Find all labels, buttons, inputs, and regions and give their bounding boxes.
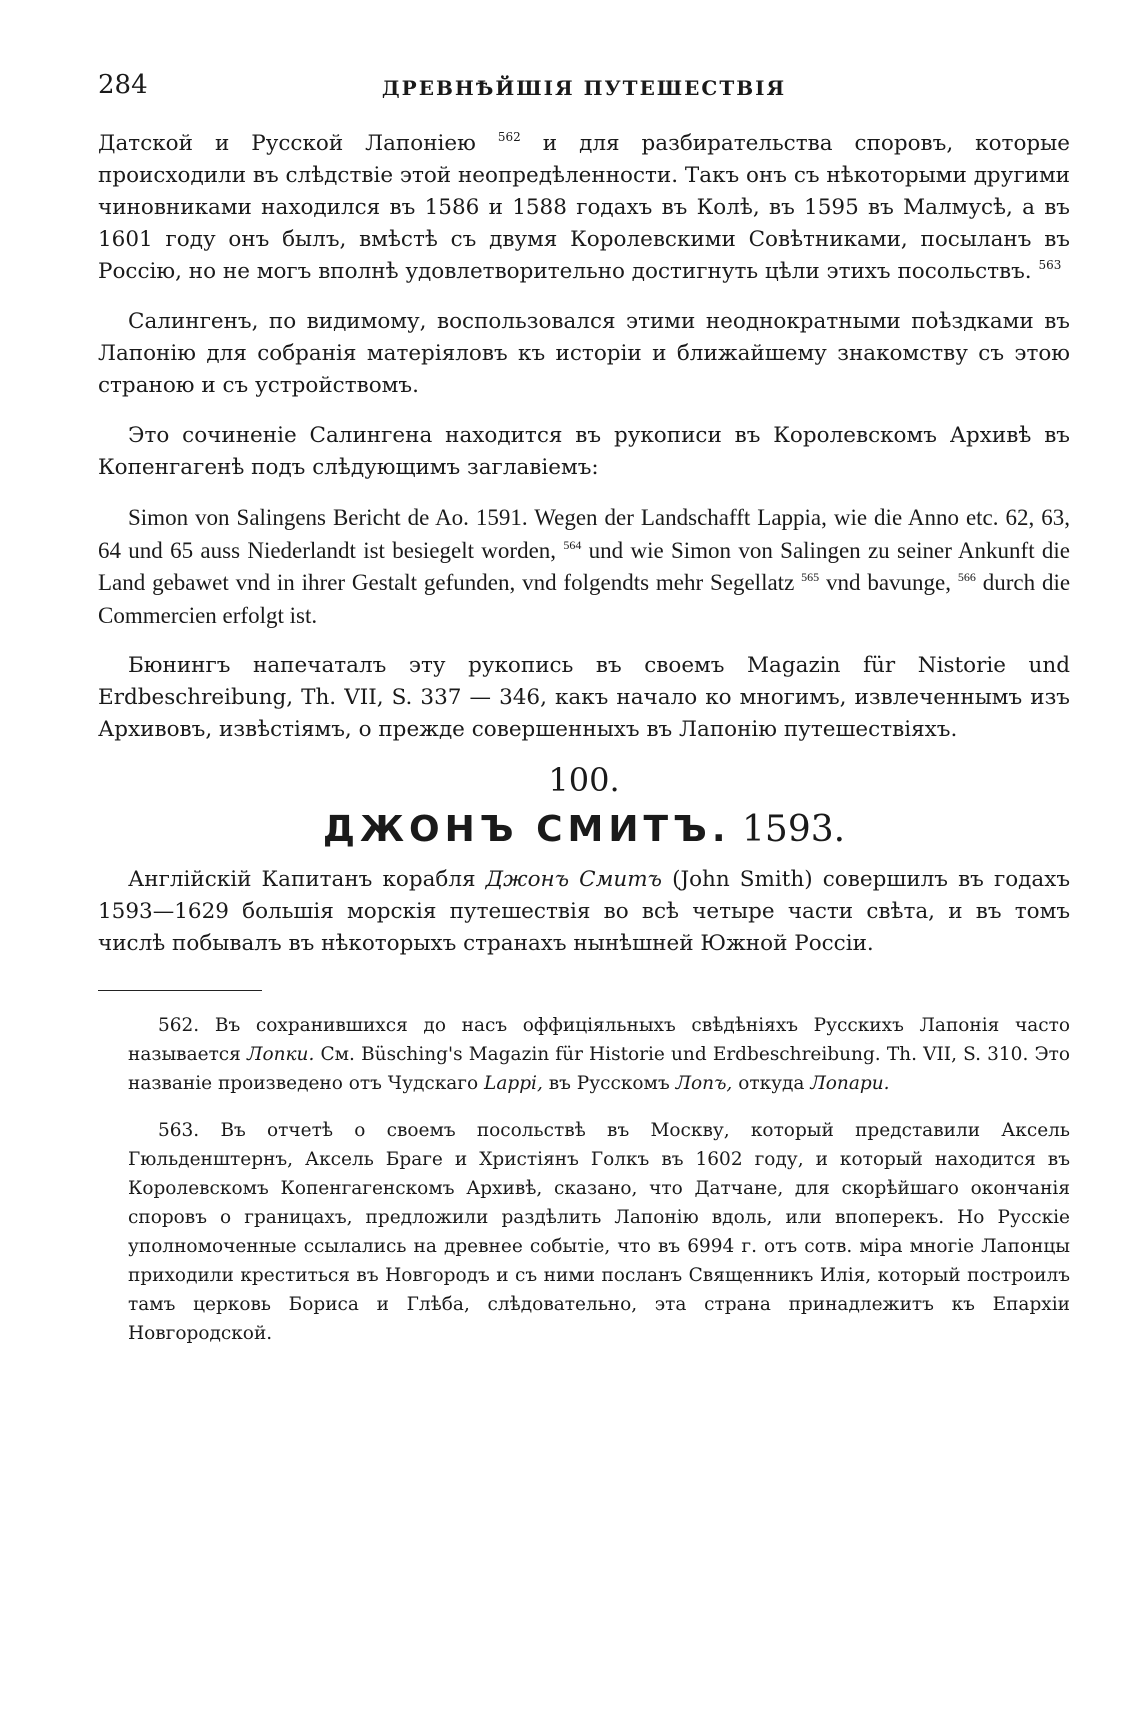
paragraph-text: (John Smith) совершилъ въ годахъ 1593—1629 большія морскія путешествія во всѣ четыре части свѣта, и въ томъ числѣ побывалъ въ нѣкоторыхъ странахъ нынѣшней Южной Россіи. bbox=[98, 867, 1071, 956]
paragraph-5: Бюнингъ напечаталъ эту рукопись въ своемъ Magazin für Nistorie und Erdbeschreibung, Th. VII, S. 337 — 346, какъ начало ко многимъ, извлеченнымъ изъ Архивовъ, извѣстіямъ, о прежде совершенныхъ въ Лапонію путешествіяхъ. bbox=[98, 653, 1070, 742]
paragraph-1 bbox=[98, 128, 1070, 288]
italic-name: Джонъ Смитъ bbox=[485, 867, 662, 892]
footnote-text: Въ сохранившихся до насъ оффиціяльныхъ свѣдѣніяхъ Русскихъ Лапонія часто называется bbox=[128, 1015, 1070, 1065]
section-paragraph bbox=[98, 864, 1070, 960]
page-body bbox=[98, 128, 1070, 1366]
footnote-ref-565: 565 bbox=[801, 570, 820, 584]
paragraph-4-german-title bbox=[98, 502, 1070, 632]
footnote-divider bbox=[98, 990, 262, 991]
paragraph-text: и для разбирательства споровъ, которые происходили въ слѣдствіе этой неопредѣленности. Такъ онъ съ нѣкоторыми другими чиновниками находился въ 1586 и 1588 годахъ въ Колѣ, въ 1595 въ Малмусѣ, а въ 1601 году онъ былъ, вмѣстѣ съ двумя Королевскими Совѣтниками, посыланъ въ Россію, но не могъ вполнѣ удовлетворительно достигнуть цѣли этихъ посольствъ. bbox=[98, 131, 1070, 284]
footnote-563 bbox=[98, 1116, 1070, 1348]
section-title-year: 1593. bbox=[742, 809, 846, 850]
footnote-ref-563: 563 bbox=[1038, 258, 1062, 272]
footnote-italic: Лопки. bbox=[247, 1044, 315, 1065]
paragraph-3: Это сочиненіе Салингена находится въ рукописи въ Королевскомъ Архивѣ въ Копенгагенѣ подъ слѣдующимъ заглавіемъ: bbox=[98, 423, 1070, 480]
footnote-ref-562: 562 bbox=[497, 130, 521, 144]
footnote-italic: Lappi, bbox=[484, 1073, 543, 1094]
footnote-text: въ Русскомъ bbox=[548, 1073, 670, 1094]
running-head: ДРЕВНѢЙШІЯ ПУТЕШЕСТВІЯ bbox=[381, 76, 787, 100]
footnote-text: Въ отчетѣ о своемъ посольствѣ въ Москву, который представили Аксель Гюльденштернъ, Аксель Браге и Христіянъ Голкъ въ 1602 году, и который находится въ Королевскомъ Копенгагенскомъ Архивѣ, сказано, что Датчане, для скорѣйшаго окончанія споровъ о границахъ, предложили раздѣлить Лапонію вдоль, или впоперекъ. Но Русскіе уполномоченные ссылались на древнее событіе, что въ 6994 г. отъ сотв. міра многіе Лапонцы приходили креститься въ Новгородъ и съ ними посланъ Священникъ Илія, который построилъ тамъ церковь Бориса и Глѣба, слѣдовательно, эта страна принадлежитъ къ Епархіи Новгородской. bbox=[128, 1120, 1070, 1344]
paragraph-text: Simon von Salingens Bericht de Ao. 1591. Wegen der Landschafft Lappia, wie die Anno etc. 62, 63, 64 und 65 auss Niederlandt ist besiegelt worden, bbox=[98, 505, 1070, 563]
section-title-name: ДЖОНЪ СМИТЪ. bbox=[322, 809, 731, 850]
paragraph-text: und wie Simon von Salingen zu seiner Ankunft die Land gebawet vnd in ihrer Gestalt gefunden, vnd folgendts mehr Segellatz bbox=[98, 537, 1070, 595]
footnote-ref-564: 564 bbox=[563, 537, 582, 552]
paragraph-text: Датской и Русской Лапоніею bbox=[98, 131, 476, 156]
paragraph-2: Салингенъ, по видимому, воспользовался этими неоднократными поѣздками въ Лапонію для собранія матеріяловъ къ исторіи и ближайшему знакомству съ этою страною и съ устройствомъ. bbox=[98, 309, 1070, 398]
footnote-number: 563. bbox=[158, 1120, 200, 1141]
footnote-italic: Лопари. bbox=[810, 1073, 890, 1094]
page-header bbox=[98, 70, 1070, 110]
paragraph-text: vnd bavunge, bbox=[826, 570, 952, 595]
footnote-562 bbox=[98, 1011, 1070, 1098]
footnote-number: 562. bbox=[158, 1015, 200, 1036]
footnote-text: откуда bbox=[738, 1073, 805, 1094]
paragraph-text: durch die Commercien erfolgt ist. bbox=[98, 570, 1071, 628]
page-number: 284 bbox=[98, 70, 148, 100]
section-number: 100. bbox=[548, 761, 620, 799]
section-title bbox=[98, 809, 1070, 850]
footnote-ref-566: 566 bbox=[957, 570, 976, 584]
paragraph-text: Англійскій Капитанъ корабля bbox=[128, 867, 476, 892]
footnote-italic: Лопъ, bbox=[675, 1073, 733, 1094]
footnote-text: См. Büsching's Magazin für Historie und Erdbeschreibung. Th. VII, S. 310. Это названіе произведено отъ Чудскаго bbox=[128, 1044, 1070, 1094]
